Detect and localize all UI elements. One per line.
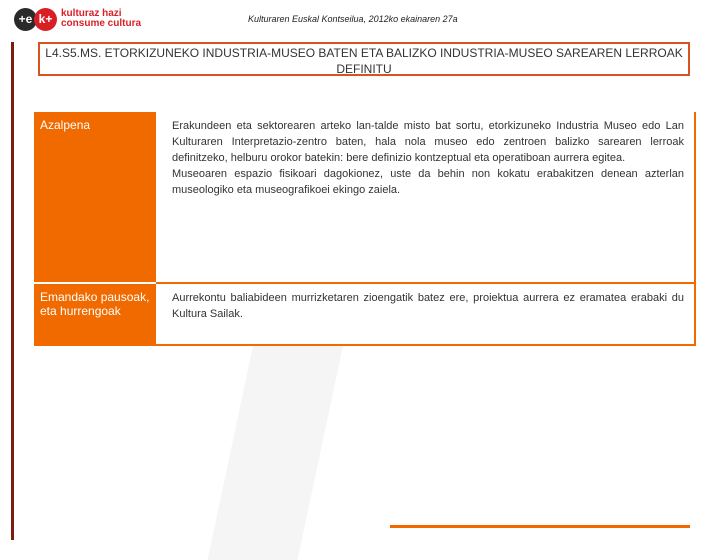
logo-circle-e: +e: [14, 8, 37, 31]
logo-line-2: consume cultura: [61, 18, 142, 29]
row-paragraph: Museoaren espazio fisikoari dagokionez, uste da behin non kokatu erabakitzen denean azterlan museologiko eta museografikoei ekingo zaiela.: [172, 168, 684, 196]
bottom-rule: [390, 525, 690, 528]
row-paragraph: Erakundeen eta sektorearen arteko lan-talde misto bat sortu, etorkizuneko Industria Museo edo Lan Kulturaren Interpretazio-zentro baten, hala nola museo edo zentroen balizko sarearen lerroak definitzeko, helburu orokor batekin: bere definizio kontzeptual eta operatiboan aurrera egitea.: [172, 120, 684, 164]
row-label: Azalpena: [34, 112, 156, 283]
row-label: Emandako pausoak, eta hurrengoak: [34, 283, 156, 345]
left-rule: [11, 42, 14, 540]
row-text: [156, 112, 695, 283]
logo-line-1: kulturaz hazi: [61, 8, 122, 19]
page-title: L4.S5.MS. ETORKIZUNEKO INDUSTRIA-MUSEO BATEN ETA BALIZKO INDUSTRIA-MUSEO SAREAREN LERROAK DEFINITU: [38, 42, 690, 76]
logo: [14, 8, 144, 38]
content-table: [34, 112, 696, 346]
logo-circle-k: k+: [34, 8, 57, 31]
row-text: [156, 283, 695, 345]
table-row: [34, 112, 695, 283]
header-note: Kulturaren Euskal Kontseilua, 2012ko ekainaren 27a: [248, 14, 458, 24]
row-paragraph: Aurrekontu baliabideen murrizketaren zioengatik batez ere, proiektua aurrera ez eramatea erabaki du Kultura Sailak.: [172, 292, 684, 320]
table-row: [34, 283, 695, 345]
logo-text: [61, 9, 141, 29]
